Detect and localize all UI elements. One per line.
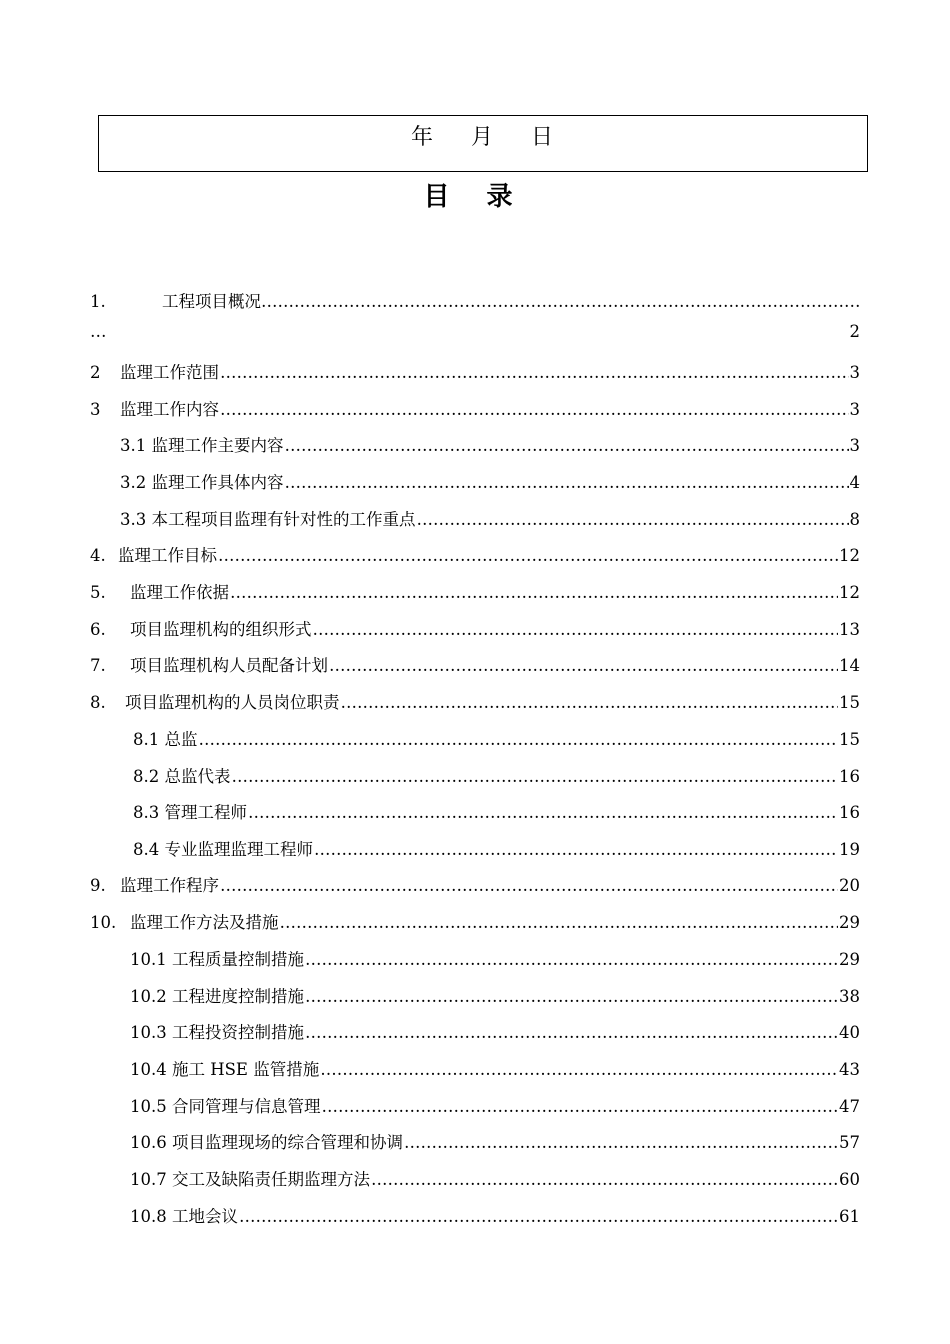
toc-entry-title: 10.6 项目监理现场的综合管理和协调 [130, 1133, 403, 1152]
toc-entry-number: 8. [90, 693, 106, 712]
toc-entry-number: 6. [90, 620, 106, 639]
toc-leader-dots [404, 1133, 838, 1152]
toc-entry[interactable] [133, 763, 860, 789]
toc-entry-page: 16 [839, 767, 860, 786]
toc-entry[interactable] [130, 1203, 860, 1229]
toc-entry-page: 12 [839, 583, 860, 602]
toc-entry-title: 8.1 总监 [133, 730, 198, 749]
toc-entry-title: 监理工作方法及措施 [130, 913, 279, 932]
toc-entry-page: 14 [839, 656, 860, 675]
toc-entry-page: 60 [839, 1170, 860, 1189]
toc-entry[interactable] [130, 1056, 860, 1082]
toc-entry[interactable] [130, 946, 860, 972]
toc-entry[interactable] [90, 396, 860, 422]
toc-leader-dots [218, 546, 838, 565]
toc-entry-page: 47 [839, 1097, 860, 1116]
toc-entry[interactable] [90, 616, 860, 642]
toc-entry[interactable] [90, 652, 860, 678]
toc-entry-title: 8.4 专业监理监理工程师 [133, 840, 313, 859]
toc-entry-number: 5. [90, 583, 106, 602]
toc-entry-title: 10.4 施工 HSE 监管措施 [130, 1060, 320, 1079]
toc-entry-page: 16 [839, 803, 860, 822]
toc-entry-title: 10.2 工程进度控制措施 [130, 987, 304, 1006]
toc-entry[interactable] [133, 836, 860, 862]
toc-entry-page: 20 [839, 876, 860, 895]
toc-entry-page: 40 [839, 1023, 860, 1042]
toc-entry-page: 13 [839, 620, 860, 639]
toc-entry-title: 项目监理机构人员配备计划 [130, 656, 328, 675]
toc-entry-title: 10.5 合同管理与信息管理 [130, 1097, 321, 1116]
toc-entry-number: 1. [90, 292, 106, 311]
toc-leader-dots [329, 656, 838, 675]
toc-entry-title: 3.2 监理工作具体内容 [120, 473, 284, 492]
toc-entry-number: 2 [90, 363, 101, 382]
toc-entry-title: 项目监理机构的人员岗位职责 [125, 693, 340, 712]
toc-entry-title: 10.1 工程质量控制措施 [130, 950, 304, 969]
toc-leader-dots [230, 583, 838, 602]
toc-entry-number: 4. [90, 546, 106, 565]
toc-entry-page: 43 [839, 1060, 860, 1079]
toc-entry-title: 工程项目概况 [162, 292, 261, 311]
toc-leader-dots [220, 876, 838, 895]
toc-leader-dots [320, 1060, 838, 1079]
toc-entry[interactable] [120, 469, 860, 495]
toc-entry[interactable] [90, 689, 860, 715]
toc-entry-page: 38 [839, 987, 860, 1006]
toc-entry[interactable] [90, 542, 860, 568]
toc-leader-dots [285, 436, 849, 455]
toc-entry-1[interactable] [90, 288, 862, 314]
toc-leader-dots [341, 693, 839, 712]
toc-entry-number: 7. [90, 656, 106, 675]
toc-entry[interactable] [130, 1166, 860, 1192]
toc-entry-page: 3 [849, 436, 860, 455]
toc-entry[interactable] [130, 1093, 860, 1119]
toc-entry[interactable] [120, 506, 860, 532]
toc-entry[interactable] [130, 1019, 860, 1045]
toc-leader-dots [232, 767, 839, 786]
toc-leader-dots [199, 730, 839, 749]
toc-leader-dots [371, 1170, 838, 1189]
toc-leader-dots [220, 400, 849, 419]
toc-leader-dots [239, 1207, 838, 1226]
toc-entry-title: 8.2 总监代表 [133, 767, 231, 786]
toc-entry-page: 4 [849, 473, 860, 492]
toc-leader-dots [261, 292, 861, 311]
toc-entry-title: 监理工作依据 [130, 583, 229, 602]
toc-entry[interactable] [90, 872, 860, 898]
toc-entry-title: 10.7 交工及缺陷责任期监理方法 [130, 1170, 370, 1189]
toc-entry-title: 10.8 工地会议 [130, 1207, 238, 1226]
toc-leader-dots [305, 950, 838, 969]
toc-title: 目 录 [423, 182, 527, 212]
toc-leader-dots [305, 1023, 838, 1042]
toc-leader-dots [305, 987, 838, 1006]
toc-entry[interactable] [90, 579, 860, 605]
toc-entry-page: 15 [839, 693, 860, 712]
date-box [98, 115, 868, 172]
toc-entry-page: 19 [839, 840, 860, 859]
toc-entry-title: 监理工作目标 [118, 546, 217, 565]
toc-entry-title: 监理工作内容 [120, 400, 219, 419]
toc-entry-title: 监理工作程序 [120, 876, 219, 895]
toc-entry[interactable] [133, 726, 860, 752]
toc-entry-page: 12 [839, 546, 860, 565]
toc-entry-page: 29 [839, 913, 860, 932]
toc-entry-page: 2 [849, 322, 860, 341]
toc-entry-title: 10.3 工程投资控制措施 [130, 1023, 304, 1042]
toc-entry-page: 61 [839, 1207, 860, 1226]
toc-entry-page: 3 [849, 400, 860, 419]
toc-entry-page: 8 [849, 510, 860, 529]
toc-leader-dots [313, 620, 839, 639]
toc-entry-page: 3 [849, 363, 860, 382]
toc-entry-number: 3 [90, 400, 101, 419]
toc-leader-dots [285, 473, 849, 492]
toc-entry-1-continuation [90, 322, 860, 341]
toc-entry-title: 8.3 管理工程师 [133, 803, 247, 822]
toc-entry[interactable] [130, 983, 860, 1009]
toc-entry-page: 29 [839, 950, 860, 969]
toc-leader-dots [248, 803, 838, 822]
toc-leader-dots [280, 913, 839, 932]
date-text: 年 月 日 [411, 125, 555, 150]
toc-leader-dots [314, 840, 838, 859]
toc-leader-dots [417, 510, 849, 529]
toc-leader-dots [321, 1097, 838, 1116]
toc-entry[interactable] [90, 359, 860, 385]
toc-entry-number: 9. [90, 876, 106, 895]
toc-entry-title: 项目监理机构的组织形式 [130, 620, 312, 639]
toc-leader-dots-tail: … [90, 322, 107, 341]
toc-entry-page: 15 [839, 730, 860, 749]
toc-entry[interactable] [130, 1129, 860, 1155]
toc-entry[interactable] [120, 432, 860, 458]
toc-entry-title: 3.3 本工程项目监理有针对性的工作重点 [120, 510, 416, 529]
toc-entry[interactable] [90, 909, 860, 935]
toc-entry-number: 10. [90, 913, 117, 932]
toc-entry-title: 监理工作范围 [120, 363, 219, 382]
toc-entry-title: 3.1 监理工作主要内容 [120, 436, 284, 455]
toc-entry-page: 57 [839, 1133, 860, 1152]
toc-entry[interactable] [133, 799, 860, 825]
toc-leader-dots [220, 363, 849, 382]
